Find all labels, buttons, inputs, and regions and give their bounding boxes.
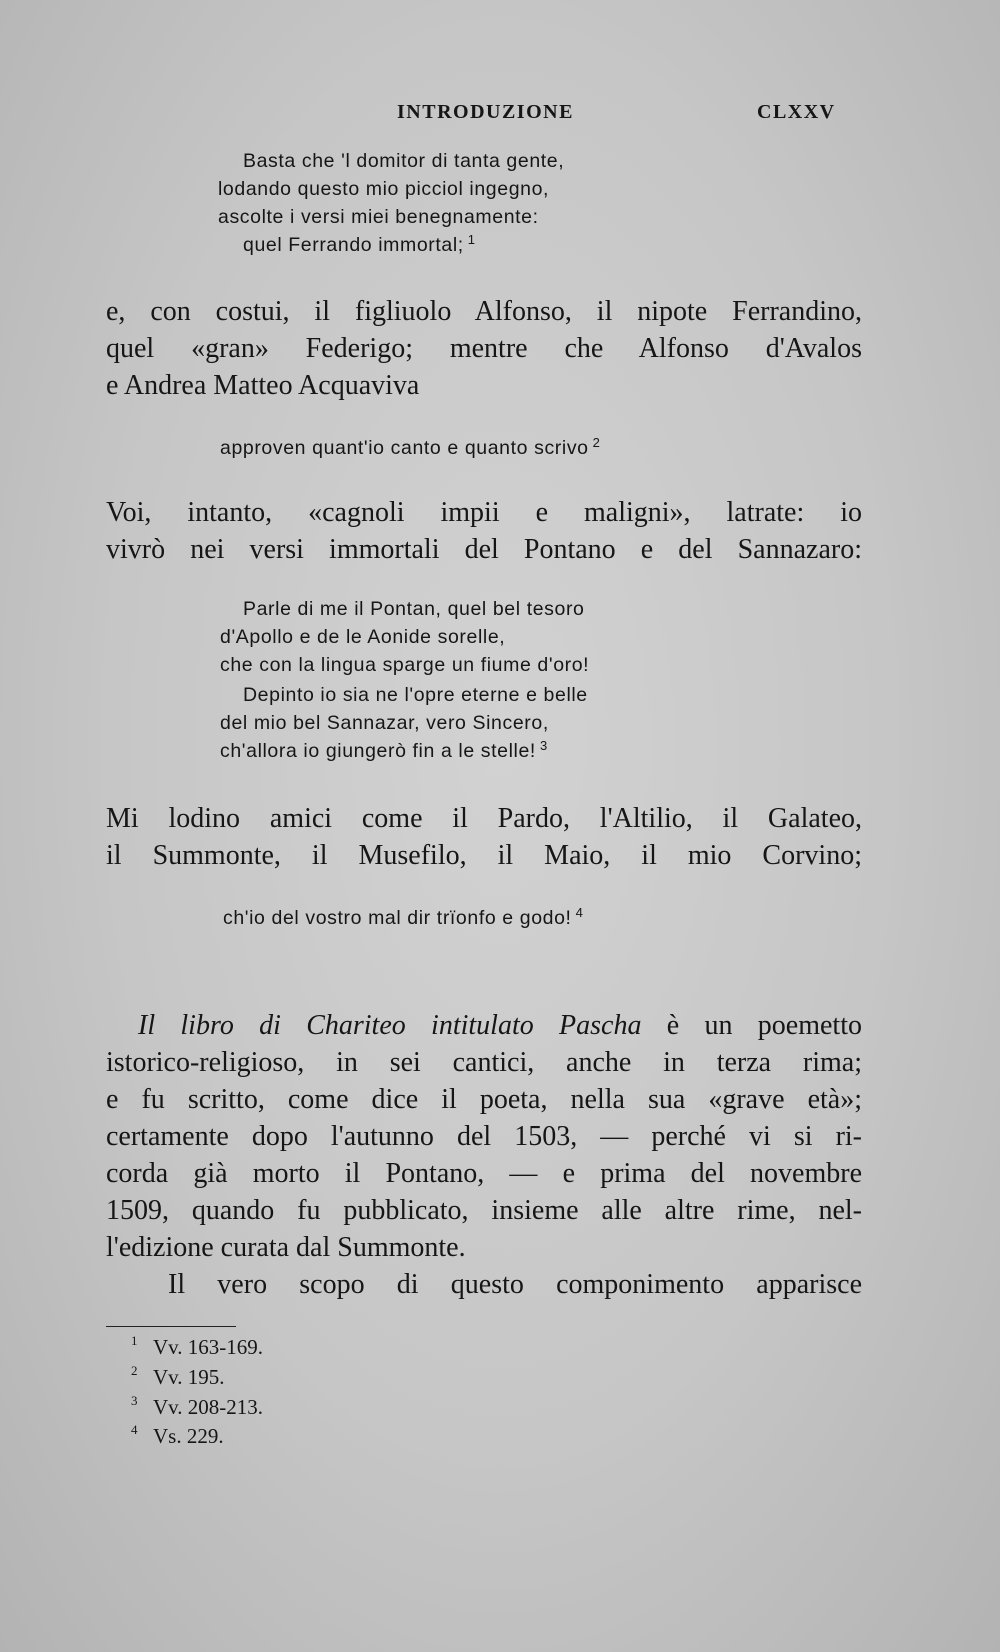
verse-line: che con la lingua sparge un fiume d'oro!: [220, 654, 590, 676]
prose-line: certamente dopo l'autunno del 1503, — perché vi si ri-: [106, 1121, 862, 1152]
verse-line: Parle di me il Pontan, quel bel tesoro: [243, 598, 585, 620]
prose-line: l'edizione curata dal Summonte.: [106, 1232, 466, 1263]
prose-line: istorico-religioso, in sei cantici, anche in terza rima;: [106, 1047, 862, 1078]
footnote-text: Vs. 229.: [153, 1424, 224, 1448]
verse-line: del mio bel Sannazar, vero Sincero,: [220, 712, 549, 734]
footnote-text: Vv. 195.: [153, 1365, 225, 1389]
verse-line: quel Ferrando immortal; $^1$: [243, 231, 476, 256]
verse-line: Depinto io sia ne l'opre eterne e belle: [243, 684, 588, 706]
verse-line: ch'io del vostro mal dir trïonfo e godo! $^4$: [223, 904, 584, 929]
verse-line: ascolte i versi miei benegnamente:: [218, 206, 539, 228]
prose-line: e fu scritto, come dice il poeta, nella sua «grave età»;: [106, 1084, 862, 1115]
footnote-number: 1: [131, 1333, 138, 1348]
footnote-rule: [106, 1326, 236, 1327]
prose-line: 1509, quando fu pubblicato, insieme alle altre rime, nel-: [106, 1195, 862, 1226]
prose-line: il Summonte, il Musefilo, il Maio, il mio Corvino;: [106, 840, 862, 871]
prose-line: quel «gran» Federigo; mentre che Alfonso d'Avalos: [106, 333, 862, 364]
verse-line: d'Apollo e de le Aonide sorelle,: [220, 626, 506, 648]
footnote-ref: 3: [539, 737, 548, 753]
prose-line: e Andrea Matteo Acquaviva: [106, 370, 420, 401]
footnote-number: 3: [131, 1393, 138, 1408]
footnote-ref: 1: [467, 231, 476, 247]
book-title-italic: Il libro di Chariteo intitulato Pascha: [138, 1010, 642, 1041]
prose-line: e, con costui, il figliuolo Alfonso, il nipote Ferrandino,: [106, 296, 862, 327]
footnote-text: Vv. 208-213.: [153, 1395, 264, 1419]
verse-line: Basta che 'l domitor di tanta gente,: [243, 150, 565, 172]
prose-line: Voi, intanto, «cagnoli impii e maligni», latrate: io: [106, 497, 862, 528]
prose-line: vivrò nei versi immortali del Pontano e del Sannazaro:: [106, 534, 862, 565]
footnote-number: 4: [131, 1422, 138, 1437]
footnote-number: 2: [131, 1363, 138, 1378]
prose-line: Il vero scopo di questo componimento apparisce: [168, 1269, 862, 1300]
prose-line: Mi lodino amici come il Pardo, l'Altilio, il Galateo,: [106, 803, 862, 834]
verse-line: lodando questo mio picciol ingegno,: [218, 178, 550, 200]
prose-line: corda già morto il Pontano, — e prima del novembre: [106, 1158, 862, 1189]
prose-line: Il libro di Chariteo intitulato Pascha è un poemetto: [138, 1010, 862, 1041]
verse-line: ch'allora io giungerò fin a le stelle! $^3$: [220, 737, 548, 762]
page-number: CLXXV: [757, 101, 836, 123]
footnote-ref: 2: [592, 434, 601, 450]
running-header: [0, 101, 1000, 131]
footnote-ref: 4: [575, 904, 584, 920]
footnote-text: Vv. 163-169.: [153, 1335, 264, 1359]
verse-line: approven quant'io canto e quanto scrivo $^2$: [220, 434, 601, 459]
running-title: INTRODUZIONE: [397, 101, 574, 123]
